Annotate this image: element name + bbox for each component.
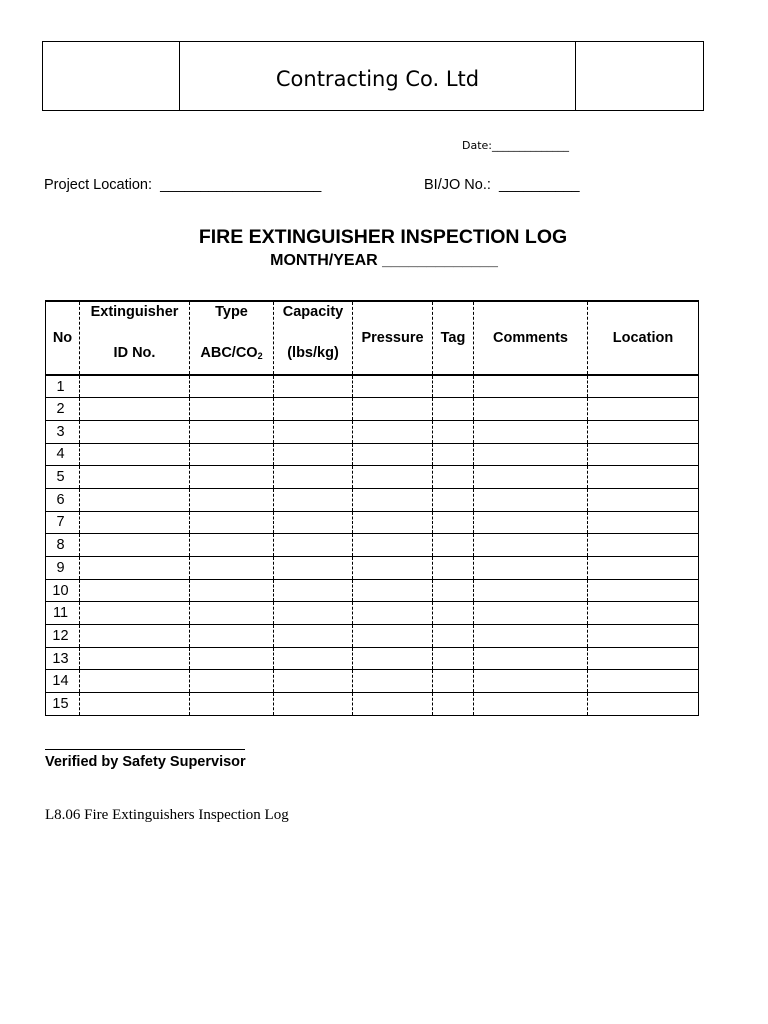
cell-tag[interactable]	[433, 375, 474, 398]
cell-comments[interactable]	[474, 375, 588, 398]
table-row	[46, 398, 699, 421]
col-header-comments: Comments	[474, 301, 588, 375]
cell-type[interactable]	[190, 488, 274, 511]
cell-capacity[interactable]	[274, 398, 353, 421]
cell-no: 12	[46, 625, 80, 648]
cell-capacity[interactable]	[274, 647, 353, 670]
cell-no: 2	[46, 398, 80, 421]
cell-extinguisher-id[interactable]	[80, 579, 190, 602]
cell-capacity[interactable]	[274, 693, 353, 716]
cell-pressure[interactable]	[353, 488, 433, 511]
cell-extinguisher-id[interactable]	[80, 420, 190, 443]
cell-comments[interactable]	[474, 511, 588, 534]
bijo-field	[424, 177, 580, 193]
cell-capacity[interactable]	[274, 557, 353, 580]
document-reference: L8.06 Fire Extinguishers Inspection Log	[45, 807, 289, 823]
col-header-capacity-line2: (lbs/kg)	[287, 345, 339, 361]
cell-tag[interactable]	[433, 579, 474, 602]
cell-comments[interactable]	[474, 693, 588, 716]
cell-pressure[interactable]	[353, 443, 433, 466]
table-row	[46, 625, 699, 648]
table-row	[46, 443, 699, 466]
cell-location[interactable]	[588, 557, 699, 580]
cell-type[interactable]	[190, 511, 274, 534]
table-row	[46, 693, 699, 716]
col-header-type	[190, 301, 274, 375]
cell-no: 4	[46, 443, 80, 466]
cell-type[interactable]	[190, 420, 274, 443]
date-field	[462, 139, 569, 152]
project-location-blank: ____________________	[160, 177, 322, 193]
cell-extinguisher-id[interactable]	[80, 375, 190, 398]
cell-type[interactable]	[190, 534, 274, 557]
cell-tag[interactable]	[433, 466, 474, 489]
cell-location[interactable]	[588, 398, 699, 421]
cell-location[interactable]	[588, 625, 699, 648]
date-label: Date:	[462, 139, 492, 152]
cell-location[interactable]	[588, 511, 699, 534]
cell-type[interactable]	[190, 625, 274, 648]
cell-pressure[interactable]	[353, 602, 433, 625]
cell-tag[interactable]	[433, 420, 474, 443]
cell-comments[interactable]	[474, 579, 588, 602]
cell-tag[interactable]	[433, 693, 474, 716]
cell-extinguisher-id[interactable]	[80, 670, 190, 693]
cell-extinguisher-id[interactable]	[80, 693, 190, 716]
cell-comments[interactable]	[474, 647, 588, 670]
cell-capacity[interactable]	[274, 579, 353, 602]
cell-capacity[interactable]	[274, 466, 353, 489]
col-header-tag: Tag	[433, 301, 474, 375]
cell-tag[interactable]	[433, 398, 474, 421]
inspection-log-table	[45, 300, 699, 716]
cell-no: 15	[46, 693, 80, 716]
cell-extinguisher-id[interactable]	[80, 557, 190, 580]
cell-pressure[interactable]	[353, 693, 433, 716]
cell-type[interactable]	[190, 375, 274, 398]
cell-pressure[interactable]	[353, 375, 433, 398]
cell-extinguisher-id[interactable]	[80, 534, 190, 557]
cell-type[interactable]	[190, 693, 274, 716]
col-header-type-subscript: 2	[257, 351, 263, 361]
cell-no: 6	[46, 488, 80, 511]
table-row	[46, 511, 699, 534]
cell-no: 3	[46, 420, 80, 443]
cell-capacity[interactable]	[274, 443, 353, 466]
project-location-label: Project Location:	[44, 177, 153, 193]
col-header-extinguisher-id	[80, 301, 190, 375]
cell-no: 7	[46, 511, 80, 534]
project-location-field	[44, 177, 321, 193]
col-header-type-line2	[190, 344, 273, 363]
date-blank: ______________	[492, 139, 569, 152]
month-year-field	[0, 252, 768, 270]
cell-capacity[interactable]	[274, 534, 353, 557]
cell-extinguisher-id[interactable]	[80, 466, 190, 489]
col-header-extinguisher-line1: Extinguisher	[90, 304, 179, 320]
table-row	[46, 534, 699, 557]
cell-type[interactable]	[190, 647, 274, 670]
table-body	[46, 375, 699, 715]
header-box	[42, 41, 704, 111]
table-row	[46, 579, 699, 602]
cell-extinguisher-id[interactable]	[80, 647, 190, 670]
cell-extinguisher-id[interactable]	[80, 511, 190, 534]
cell-tag[interactable]	[433, 602, 474, 625]
cell-pressure[interactable]	[353, 466, 433, 489]
table-row	[46, 420, 699, 443]
cell-location[interactable]	[588, 488, 699, 511]
cell-comments[interactable]	[474, 420, 588, 443]
month-year-label: MONTH/YEAR	[270, 252, 378, 269]
cell-no: 9	[46, 557, 80, 580]
cell-location[interactable]	[588, 579, 699, 602]
cell-comments[interactable]	[474, 557, 588, 580]
cell-location[interactable]	[588, 534, 699, 557]
table-row	[46, 670, 699, 693]
col-header-extinguisher-line2: ID No.	[113, 345, 156, 361]
cell-pressure[interactable]	[353, 534, 433, 557]
cell-no: 13	[46, 647, 80, 670]
cell-pressure[interactable]	[353, 670, 433, 693]
cell-location[interactable]	[588, 693, 699, 716]
cell-capacity[interactable]	[274, 511, 353, 534]
cell-type[interactable]	[190, 579, 274, 602]
cell-pressure[interactable]	[353, 511, 433, 534]
cell-capacity[interactable]	[274, 602, 353, 625]
cell-type[interactable]	[190, 398, 274, 421]
cell-pressure[interactable]	[353, 557, 433, 580]
page-title: FIRE EXTINGUISHER INSPECTION LOG	[198, 226, 568, 248]
cell-type[interactable]	[190, 557, 274, 580]
cell-tag[interactable]	[433, 511, 474, 534]
cell-type[interactable]	[190, 602, 274, 625]
cell-capacity[interactable]	[274, 488, 353, 511]
table-row	[46, 602, 699, 625]
cell-comments[interactable]	[474, 602, 588, 625]
cell-type[interactable]	[190, 670, 274, 693]
cell-type[interactable]	[190, 466, 274, 489]
cell-type[interactable]	[190, 443, 274, 466]
header-right-cell	[576, 42, 703, 110]
cell-extinguisher-id[interactable]	[80, 602, 190, 625]
col-header-capacity	[274, 301, 353, 375]
cell-tag[interactable]	[433, 647, 474, 670]
cell-location[interactable]	[588, 420, 699, 443]
header-logo-cell	[43, 42, 180, 110]
cell-pressure[interactable]	[353, 579, 433, 602]
cell-pressure[interactable]	[353, 420, 433, 443]
cell-comments[interactable]	[474, 466, 588, 489]
cell-comments[interactable]	[474, 488, 588, 511]
cell-pressure[interactable]	[353, 647, 433, 670]
cell-comments[interactable]	[474, 398, 588, 421]
cell-capacity[interactable]	[274, 625, 353, 648]
cell-tag[interactable]	[433, 488, 474, 511]
cell-pressure[interactable]	[353, 398, 433, 421]
col-header-type-line1: Type	[215, 304, 248, 320]
bijo-label: BI/JO No.:	[424, 177, 491, 193]
cell-location[interactable]	[588, 647, 699, 670]
cell-comments[interactable]	[474, 534, 588, 557]
cell-tag[interactable]	[433, 557, 474, 580]
cell-extinguisher-id[interactable]	[80, 398, 190, 421]
cell-no: 8	[46, 534, 80, 557]
cell-no: 5	[46, 466, 80, 489]
cell-capacity[interactable]	[274, 420, 353, 443]
month-year-blank: _____________	[382, 252, 498, 269]
cell-no: 10	[46, 579, 80, 602]
cell-no: 11	[46, 602, 80, 625]
col-header-pressure: Pressure	[353, 301, 433, 375]
cell-pressure[interactable]	[353, 625, 433, 648]
cell-tag[interactable]	[433, 534, 474, 557]
cell-no: 1	[46, 375, 80, 398]
cell-location[interactable]	[588, 602, 699, 625]
cell-location[interactable]	[588, 443, 699, 466]
cell-tag[interactable]	[433, 625, 474, 648]
cell-comments[interactable]	[474, 443, 588, 466]
table-row	[46, 488, 699, 511]
cell-comments[interactable]	[474, 625, 588, 648]
col-header-type-text: ABC/CO	[200, 345, 258, 361]
table-row	[46, 375, 699, 398]
col-header-no: No	[46, 301, 80, 375]
cell-capacity[interactable]	[274, 375, 353, 398]
table-header-row	[46, 301, 699, 375]
cell-tag[interactable]	[433, 670, 474, 693]
signature-line	[45, 749, 245, 750]
cell-location[interactable]	[588, 670, 699, 693]
cell-extinguisher-id[interactable]	[80, 488, 190, 511]
table-row	[46, 557, 699, 580]
table-row	[46, 647, 699, 670]
col-header-location: Location	[588, 301, 699, 375]
cell-location[interactable]	[588, 375, 699, 398]
cell-capacity[interactable]	[274, 670, 353, 693]
cell-extinguisher-id[interactable]	[80, 625, 190, 648]
bijo-blank: __________	[498, 177, 580, 193]
signature-label: Verified by Safety Supervisor	[45, 754, 246, 770]
col-header-capacity-line1: Capacity	[282, 304, 344, 320]
table-row	[46, 466, 699, 489]
cell-tag[interactable]	[433, 443, 474, 466]
cell-location[interactable]	[588, 466, 699, 489]
cell-comments[interactable]	[474, 670, 588, 693]
cell-no: 14	[46, 670, 80, 693]
company-name: Contracting Co. Ltd	[180, 42, 576, 110]
cell-extinguisher-id[interactable]	[80, 443, 190, 466]
